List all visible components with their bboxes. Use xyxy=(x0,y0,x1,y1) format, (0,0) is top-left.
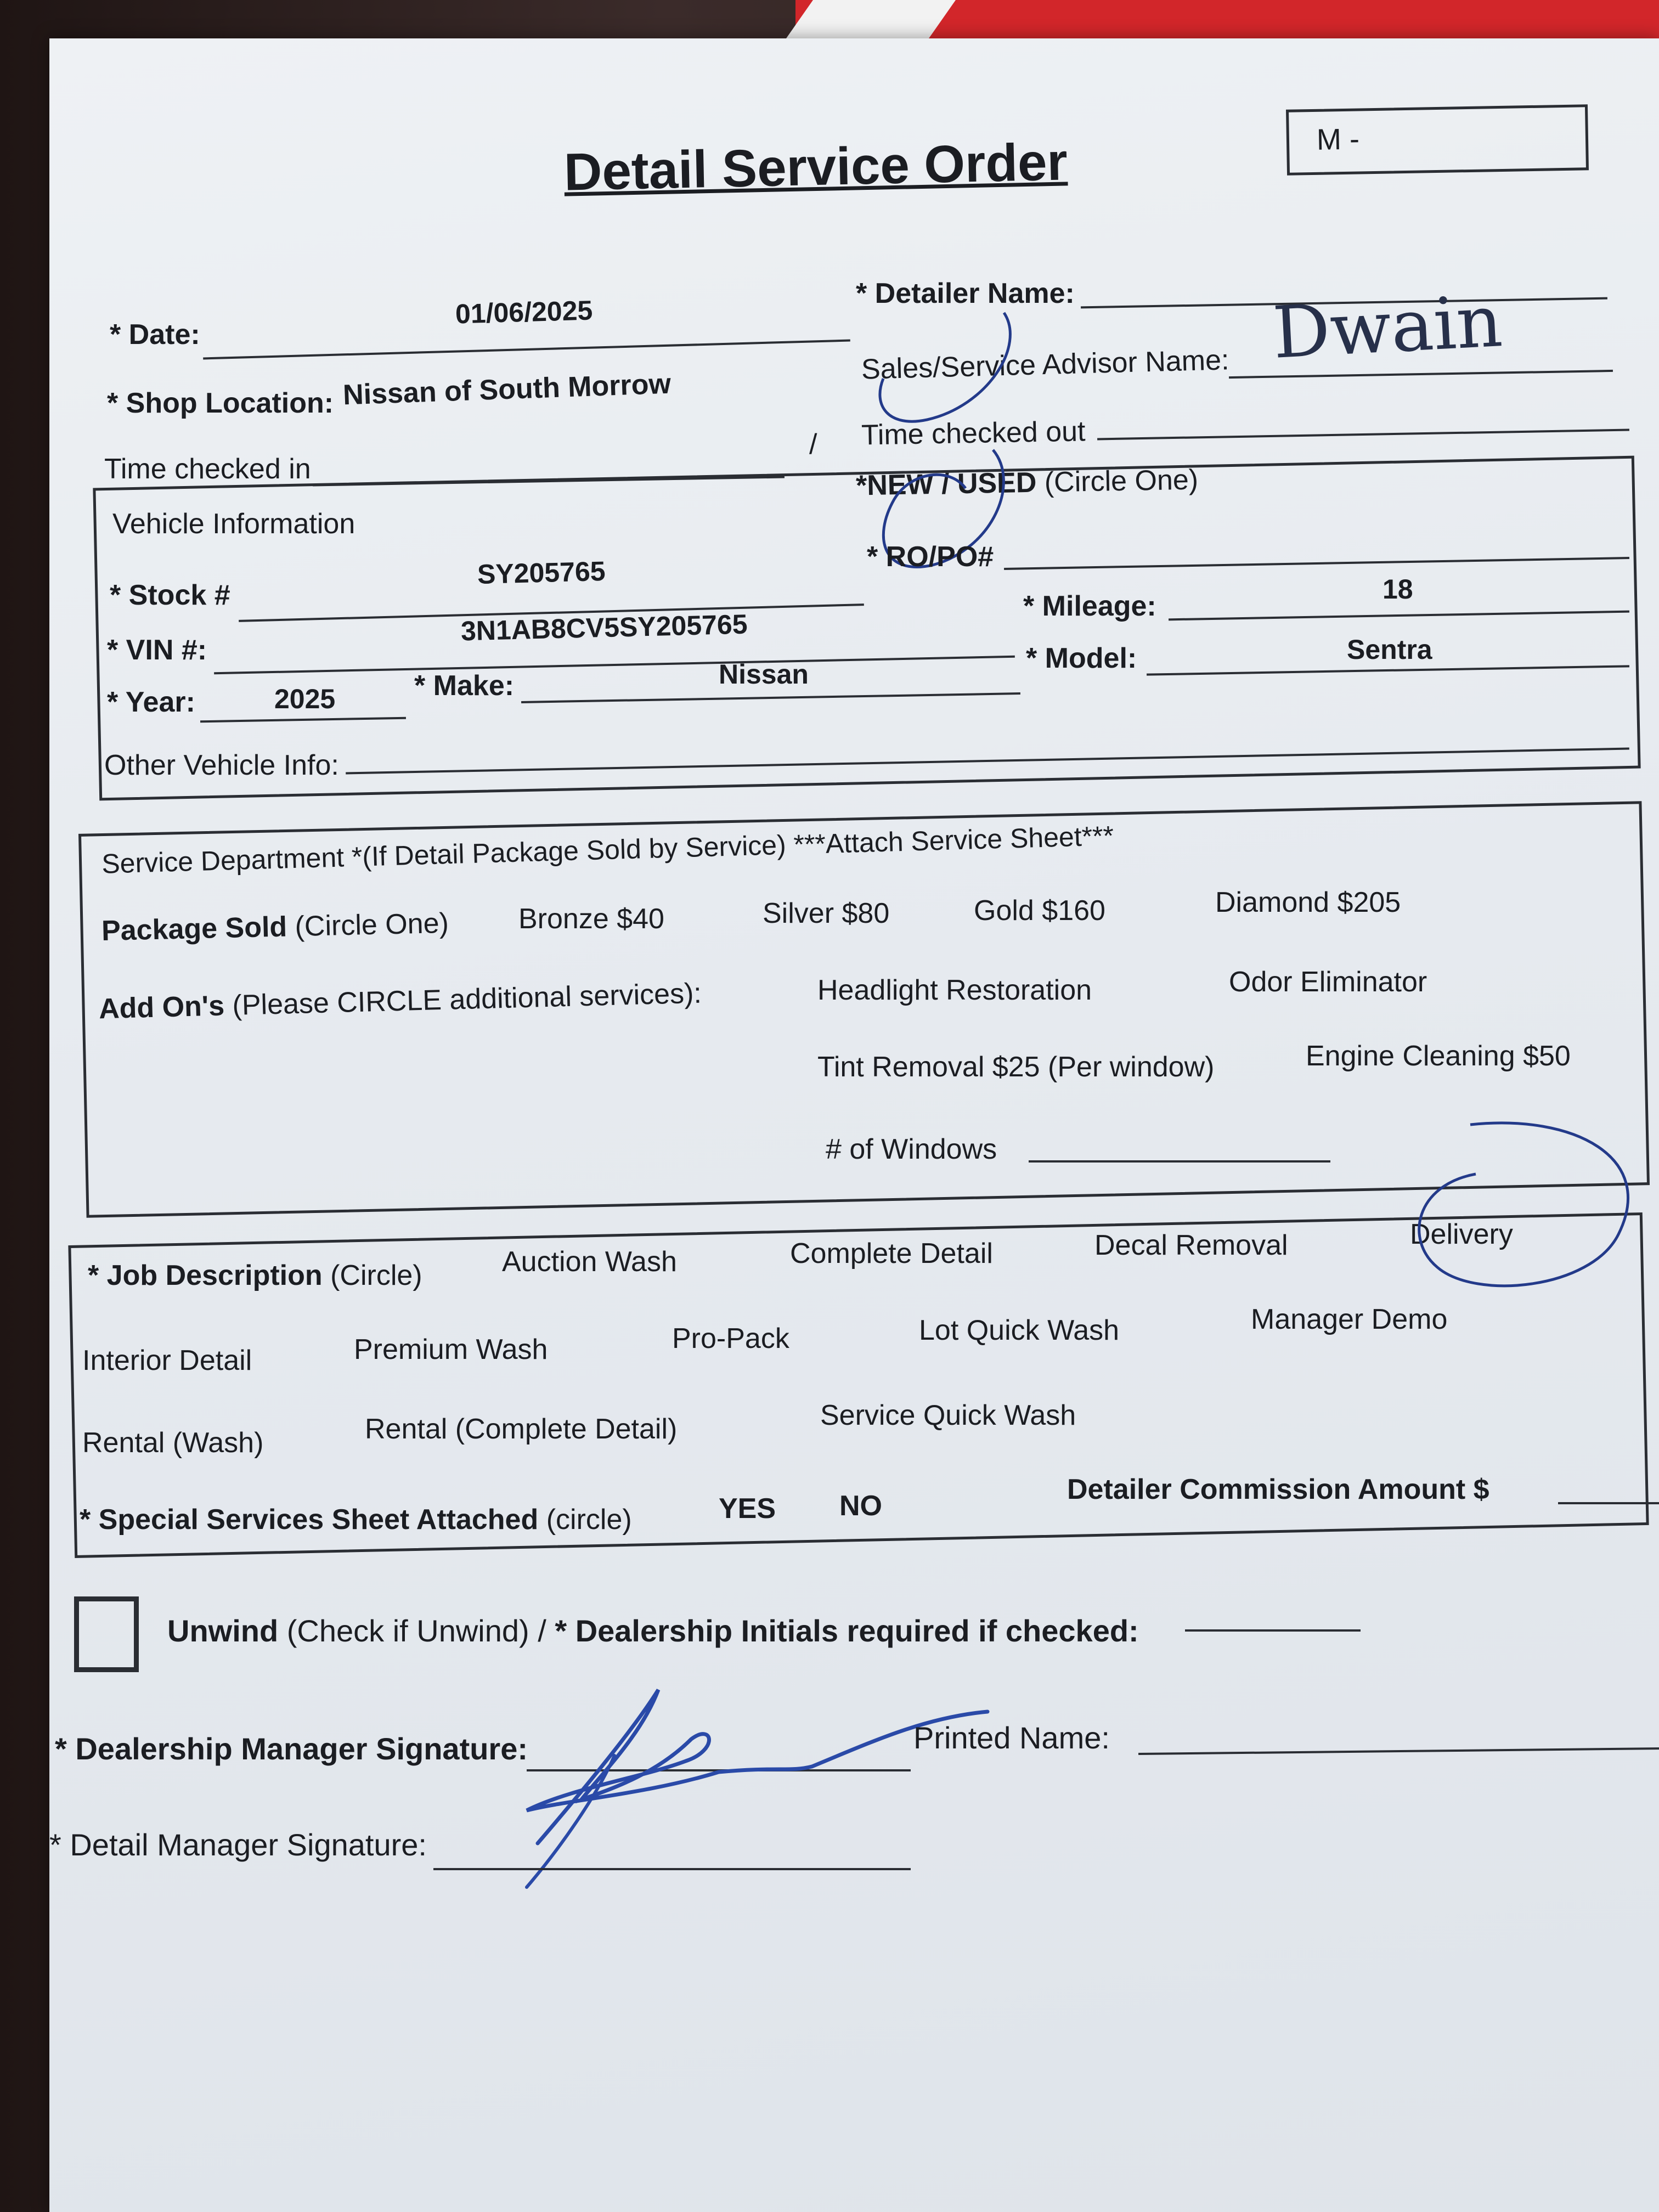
job-service-quick-wash[interactable]: Service Quick Wash xyxy=(820,1400,1076,1431)
order-number-box[interactable] xyxy=(1286,104,1589,176)
date-value: 01/06/2025 xyxy=(455,295,593,330)
year-value: 2025 xyxy=(274,684,336,714)
job-decal-removal[interactable]: Decal Removal xyxy=(1094,1229,1288,1261)
manager-signature-label: * Dealership Manager Signature: xyxy=(55,1731,528,1766)
mileage-value: 18 xyxy=(1383,574,1413,605)
advisor-name-label: Sales/Service Advisor Name: xyxy=(861,344,1230,386)
job-rental-complete-detail[interactable]: Rental (Complete Detail) xyxy=(365,1413,678,1445)
addon-odor-eliminator[interactable]: Odor Eliminator xyxy=(1229,966,1427,998)
make-value: Nissan xyxy=(719,659,809,690)
addon-tint-removal[interactable]: Tint Removal $25 (Per window) xyxy=(817,1051,1215,1083)
time-in-label: Time checked in xyxy=(104,453,311,485)
job-complete-detail[interactable]: Complete Detail xyxy=(790,1238,993,1269)
detailer-name-label: * Detailer Name: xyxy=(856,278,1075,309)
printed-name-label: Printed Name: xyxy=(913,1720,1110,1755)
shop-location-value: Nissan of South Morrow xyxy=(342,368,672,411)
delivery-circle-mark xyxy=(1393,1092,1657,1322)
job-auction-wash[interactable]: Auction Wash xyxy=(502,1246,677,1278)
special-services-hint: (circle) xyxy=(546,1504,632,1536)
manager-signature xyxy=(505,1668,1026,1898)
dealership-initials-line[interactable] xyxy=(1185,1629,1361,1632)
vehicle-info-heading: Vehicle Information xyxy=(112,508,356,540)
date-line[interactable] xyxy=(203,340,850,360)
new-used-hint: (Circle One) xyxy=(1044,464,1199,499)
package-sold-bold: Package Sold xyxy=(101,911,287,947)
add-ons-bold: Add On's xyxy=(98,990,225,1025)
other-info-label: Other Vehicle Info: xyxy=(104,749,339,781)
advisor-name-handwritten: Dwain xyxy=(1271,279,1505,375)
package-bronze[interactable]: Bronze $40 xyxy=(518,903,664,935)
addon-headlight-restoration[interactable]: Headlight Restoration xyxy=(817,974,1092,1006)
detail-manager-signature-label: * Detail Manager Signature: xyxy=(49,1827,427,1862)
unwind-checkbox[interactable] xyxy=(74,1596,139,1672)
unwind-bold: Unwind xyxy=(167,1613,279,1648)
job-manager-demo[interactable]: Manager Demo xyxy=(1251,1304,1448,1335)
job-description-hint: (Circle) xyxy=(330,1260,422,1291)
order-number-label: M - xyxy=(1316,122,1360,156)
special-services-yes[interactable]: YES xyxy=(719,1493,776,1525)
job-description-bold: * Job Description xyxy=(88,1260,323,1291)
service-department-heading: Service Department *(If Detail Package Sold by Service) ***Attach Service Sheet*** xyxy=(101,820,1114,879)
job-delivery[interactable]: Delivery xyxy=(1410,1218,1513,1250)
stock-value: SY205765 xyxy=(477,555,606,590)
make-label: * Make: xyxy=(414,670,515,702)
package-gold[interactable]: Gold $160 xyxy=(974,895,1105,927)
printed-name-line[interactable] xyxy=(1138,1747,1659,1755)
special-services-no[interactable]: NO xyxy=(839,1490,882,1522)
windows-count-line[interactable] xyxy=(1029,1160,1330,1163)
new-used-options: *NEW / USED xyxy=(855,466,1037,502)
service-order-form xyxy=(49,38,1659,2212)
shop-location-label: * Shop Location: xyxy=(107,387,334,419)
model-label: * Model: xyxy=(1026,642,1137,674)
vin-label: * VIN #: xyxy=(107,634,207,666)
job-premium-wash[interactable]: Premium Wash xyxy=(354,1334,548,1365)
time-out-line[interactable] xyxy=(1097,429,1629,441)
add-ons-hint: (Please CIRCLE additional services): xyxy=(232,977,702,1022)
job-interior-detail[interactable]: Interior Detail xyxy=(82,1345,252,1376)
commission-line[interactable] xyxy=(1558,1502,1659,1504)
windows-count-label: # of Windows xyxy=(826,1133,997,1165)
job-pro-pack[interactable]: Pro-Pack xyxy=(672,1323,789,1355)
model-value: Sentra xyxy=(1347,634,1432,665)
vin-value: 3N1AB8CV5SY205765 xyxy=(460,608,748,647)
unwind-label xyxy=(167,1613,1139,1649)
job-rental-wash[interactable]: Rental (Wash) xyxy=(82,1427,264,1459)
form-title: Detail Service Order xyxy=(563,132,1068,202)
package-sold-hint: (Circle One) xyxy=(294,907,449,943)
commission-label: Detailer Commission Amount $ xyxy=(1067,1474,1489,1505)
ro-po-label: * RO/PO# xyxy=(867,541,994,573)
date-label: * Date: xyxy=(110,319,200,351)
special-services-label xyxy=(80,1503,632,1536)
year-label: * Year: xyxy=(107,686,195,718)
time-out-label: Time checked out xyxy=(861,415,1086,452)
time-separator: / xyxy=(809,428,817,460)
job-description-label xyxy=(88,1259,422,1292)
special-services-bold: * Special Services Sheet Attached xyxy=(80,1504,539,1536)
mileage-label: * Mileage: xyxy=(1023,590,1156,622)
package-diamond[interactable]: Diamond $205 xyxy=(1215,887,1401,918)
addon-engine-cleaning[interactable]: Engine Cleaning $50 xyxy=(1306,1040,1571,1072)
dealership-initials-label: * Dealership Initials required if checked: xyxy=(555,1613,1139,1648)
job-lot-quick-wash[interactable]: Lot Quick Wash xyxy=(919,1314,1120,1346)
package-silver[interactable]: Silver $80 xyxy=(763,898,890,929)
unwind-hint: (Check if Unwind) / xyxy=(286,1613,546,1648)
detail-manager-signature-line[interactable] xyxy=(433,1868,911,1870)
stock-label: * Stock # xyxy=(110,579,230,611)
